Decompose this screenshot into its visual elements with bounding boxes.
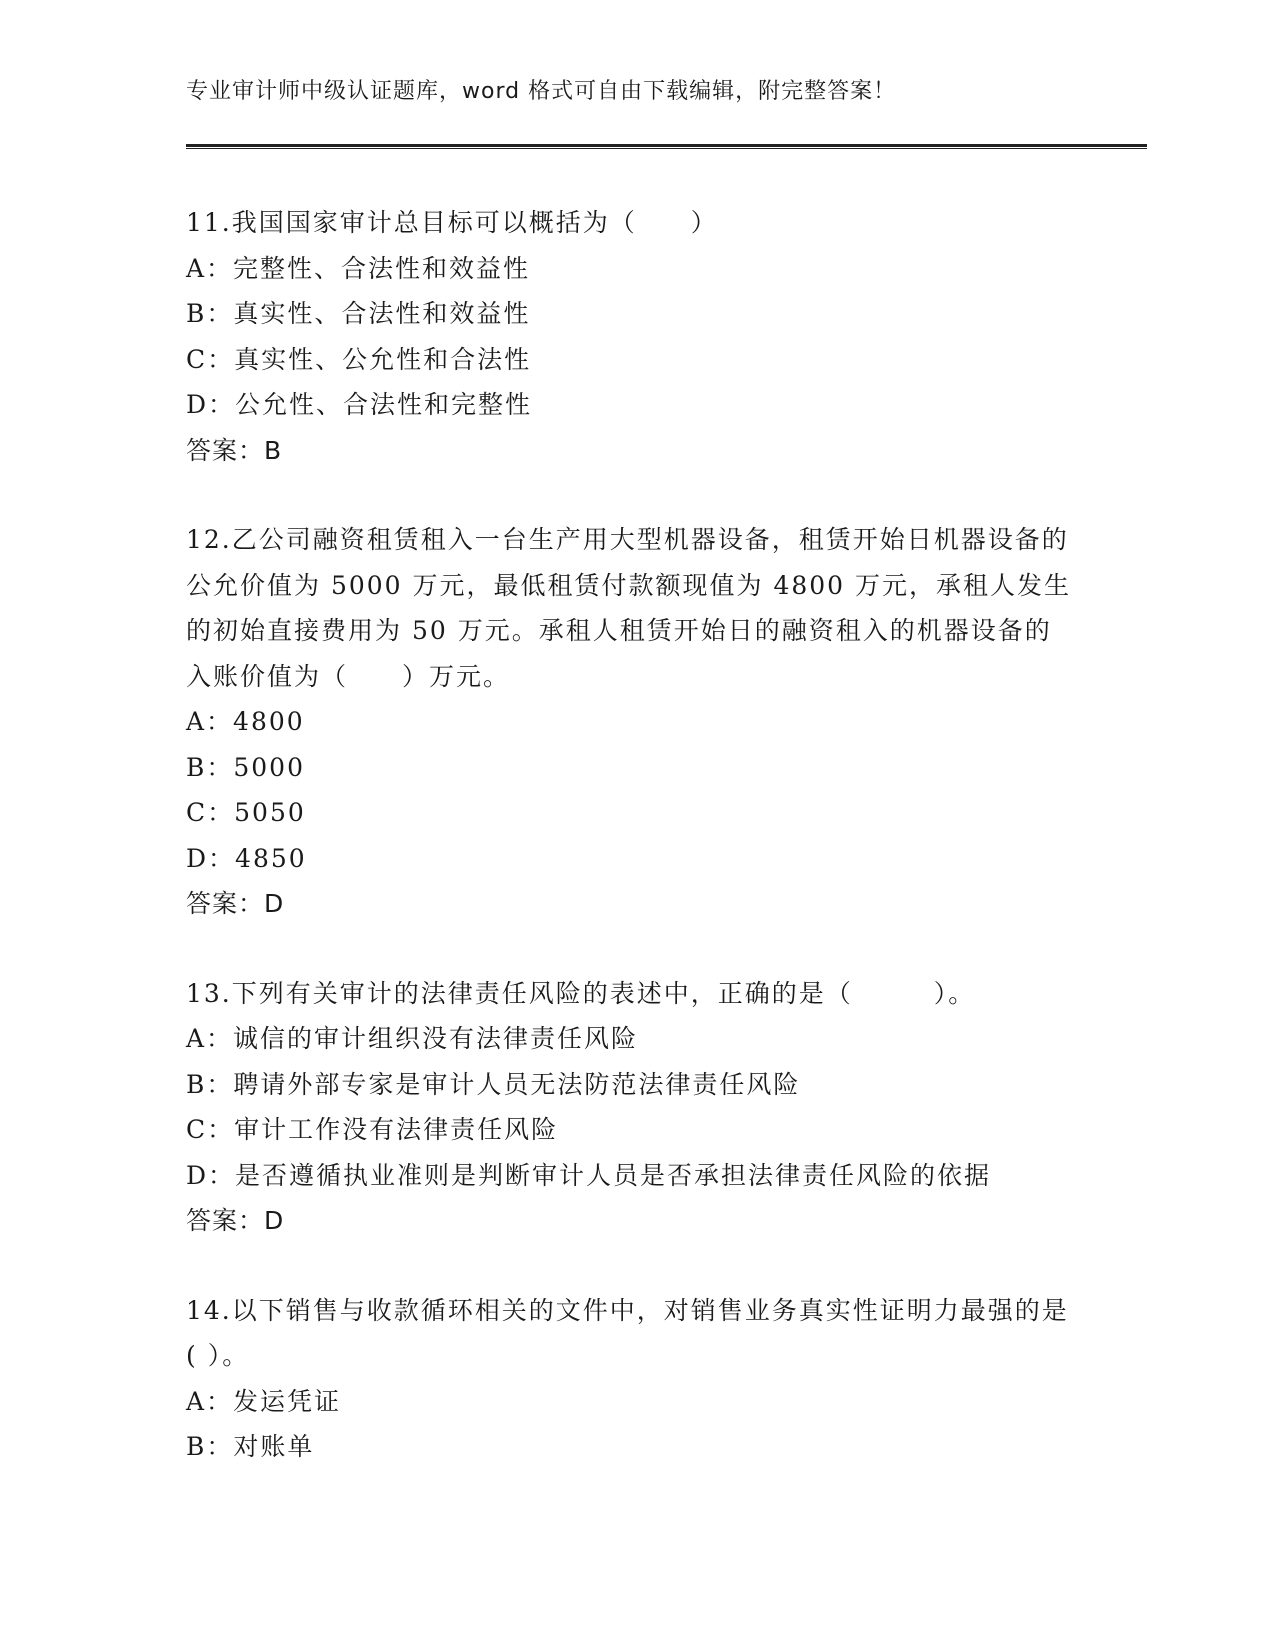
option-b: B：对账单 [186,1432,315,1461]
answer-line: 答案：B [186,435,283,465]
answer-line: 答案：D [186,1206,285,1235]
option-d: D：4850 [186,843,307,873]
option-b: B：聘请外部专家是审计人员无法防范法律责任风险 [186,1069,801,1099]
option-a: A：发运凭证 [186,1386,342,1416]
option-b: B：5000 [186,752,305,782]
question-12 [186,517,1076,927]
question-stem: 13.下列有关审计的法律责任风险的表述中，正确的是（ ）。 [186,978,976,1008]
option-c: C：5050 [186,798,306,827]
option-d: D：公允性、合法性和完整性 [186,390,533,419]
option-a: A：诚信的审计组织没有法律责任风险 [186,1024,639,1053]
option-c: C：真实性、公允性和合法性 [186,344,532,374]
option-c: C：审计工作没有法律责任风险 [186,1115,559,1144]
option-a: A：4800 [186,707,305,736]
option-a: A：完整性、合法性和效益性 [186,253,531,283]
option-b: B：真实性、合法性和效益性 [186,299,531,328]
question-stem: 11.我国国家审计总目标可以概括为（ ） [186,208,718,237]
answer-line: 答案：D [186,889,285,918]
question-14 [186,1288,1076,1470]
question-stem: 12.乙公司融资租赁租入一台生产用大型机器设备，租赁开始日机器设备的公允价值为 5000 万元，最低租赁付款额现值为 4800 万元，承租人发生的初始直接费用为 50 万元。承租人租赁开始日的融资租入的机器设备的入账价值为（ ）万元。 [186,525,1072,691]
question-stem: 14.以下销售与收款循环相关的文件中，对销售业务真实性证明力最强的是( ）。 [186,1295,1069,1370]
page-header: 专业审计师中级认证题库，word 格式可自由下载编辑，附完整答案！ [186,79,897,104]
option-d: D：是否遵循执业准则是判断审计人员是否承担法律责任风险的依据 [186,1160,992,1190]
question-list [186,200,1076,1514]
question-11 [186,200,1076,473]
question-13 [186,971,1076,1244]
header-divider [186,144,1147,149]
